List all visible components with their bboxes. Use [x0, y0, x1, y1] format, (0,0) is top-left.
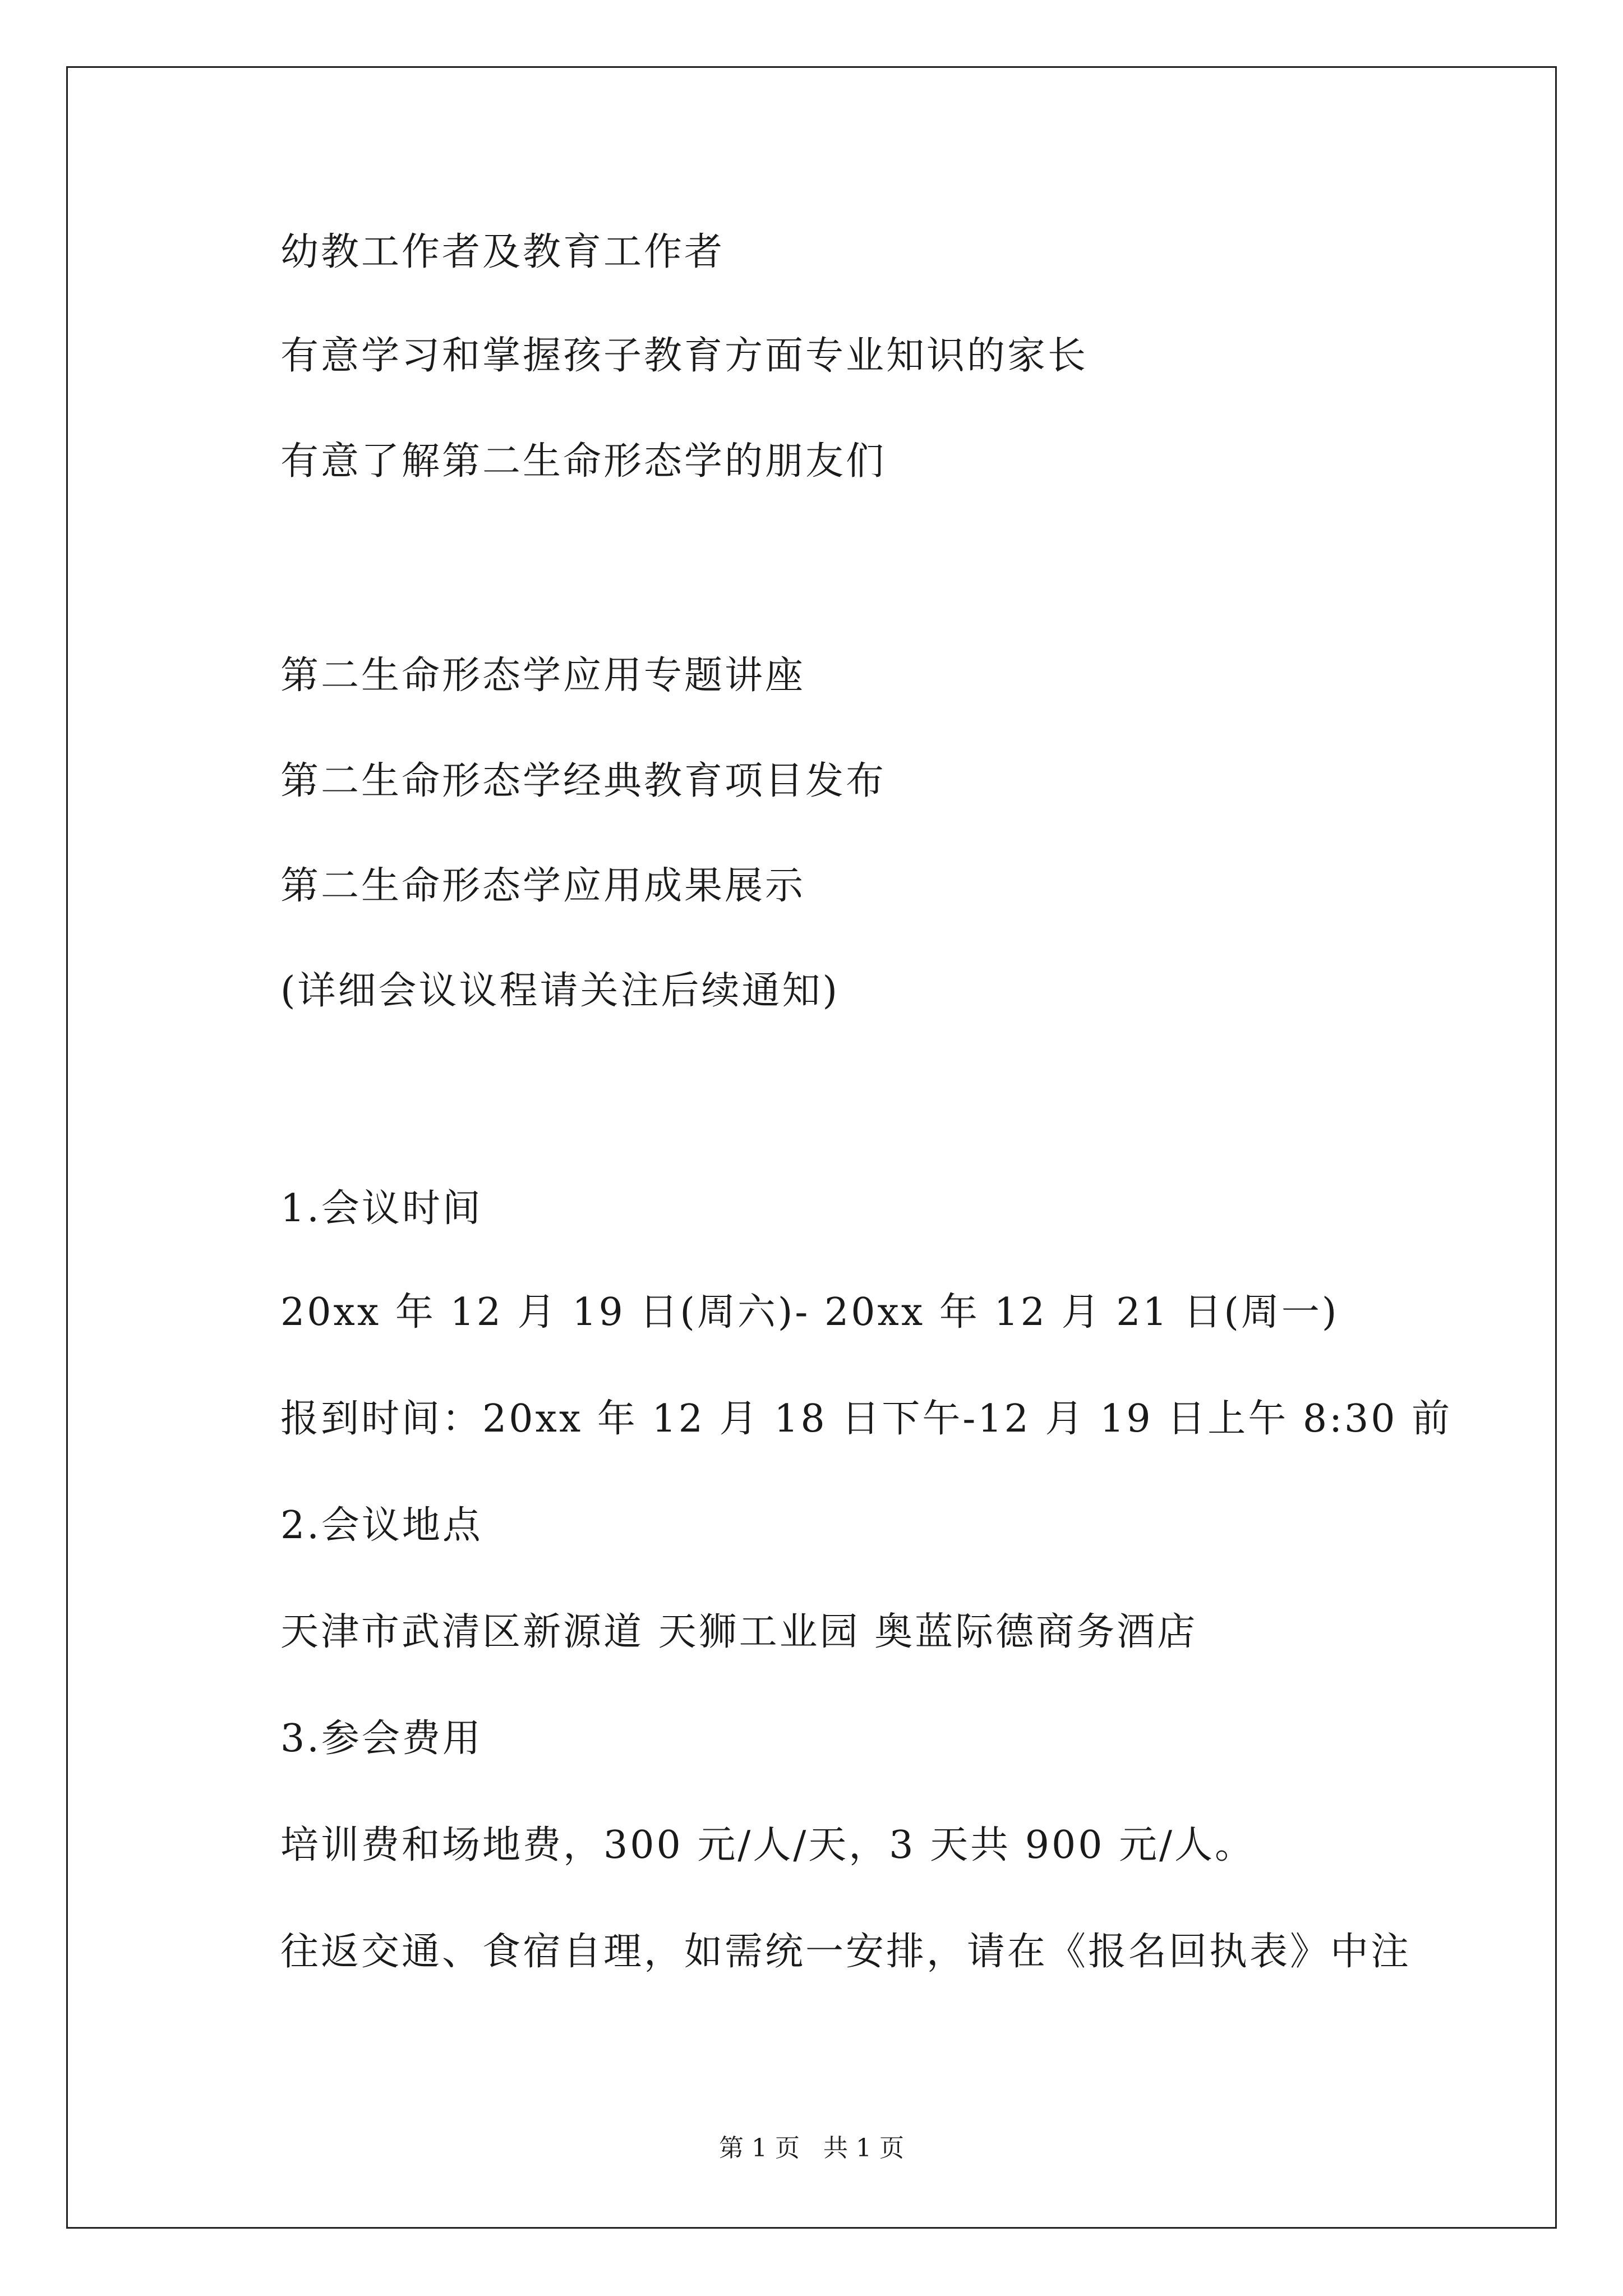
text-line: (详细会议议程请关注后续通知)	[280, 969, 840, 1013]
text-line: 有意了解第二生命形态学的朋友们	[280, 439, 887, 484]
text-line: 幼教工作者及教育工作者	[280, 230, 725, 274]
section-heading: 3.参会费用	[280, 1717, 483, 1761]
page-number-footer: 第 1 页 共 1 页	[719, 2134, 904, 2162]
text-line: 培训费和场地费，300 元/人/天，3 天共 900 元/人。	[280, 1823, 1256, 1867]
text-line: 第二生命形态学经典教育项目发布	[280, 759, 887, 803]
text-line: 第二生命形态学应用成果展示	[280, 864, 806, 908]
text-line: 20xx 年 12 月 19 日(周六)- 20xx 年 12 月 21 日(周一)	[280, 1290, 1339, 1335]
text-line: 第二生命形态学应用专题讲座	[280, 654, 806, 698]
text-line: 天津市武清区新源道 天狮工业园 奥蓝际德商务酒店	[280, 1610, 1198, 1654]
page-border	[66, 66, 1557, 2229]
text-line: 报到时间：20xx 年 12 月 18 日下午-12 月 19 日上午 8:30 前	[280, 1397, 1453, 1441]
text-line: 往返交通、食宿自理，如需统一安排，请在《报名回执表》中注	[280, 1930, 1412, 1974]
section-heading: 2.会议地点	[280, 1503, 483, 1548]
text-line: 有意学习和掌握孩子教育方面专业知识的家长	[280, 334, 1089, 378]
section-heading: 1.会议时间	[280, 1186, 483, 1231]
